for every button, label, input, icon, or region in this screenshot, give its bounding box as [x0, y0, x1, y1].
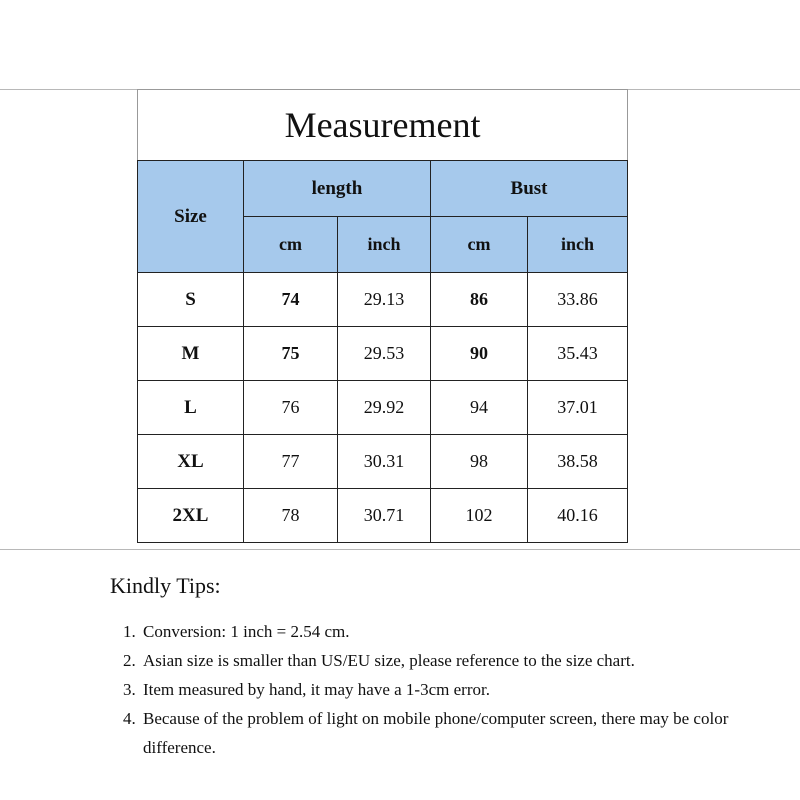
table-row [138, 381, 628, 435]
size-cell: 2XL [138, 489, 244, 543]
bust-inch-cell: 33.86 [528, 273, 628, 327]
list-item: 3. Item measured by hand, it may have a 1-3cm error. [140, 675, 790, 704]
length-cm-header: cm [244, 217, 338, 273]
table-row [138, 489, 628, 543]
list-item: 4. Because of the problem of light on mobile phone/computer screen, there may be color difference. [140, 704, 790, 762]
length-inch-cell: 29.13 [338, 273, 431, 327]
bottom-divider [0, 549, 800, 550]
size-cell: S [138, 273, 244, 327]
length-group-header: length [244, 161, 431, 217]
list-item: 1. Conversion: 1 inch = 2.54 cm. [140, 617, 790, 646]
bust-cm-cell: 94 [431, 381, 528, 435]
bust-cm-cell: 90 [431, 327, 528, 381]
bust-cm-cell: 86 [431, 273, 528, 327]
size-cell: M [138, 327, 244, 381]
bust-cm-header: cm [431, 217, 528, 273]
list-item: 2. Asian size is smaller than US/EU size, please reference to the size chart. [140, 646, 790, 675]
length-inch-header: inch [338, 217, 431, 273]
table-row [138, 327, 628, 381]
size-column-header: Size [138, 161, 244, 273]
length-cm-cell: 75 [244, 327, 338, 381]
table-title: Measurement [138, 90, 628, 161]
size-cell: XL [138, 435, 244, 489]
bust-inch-cell: 35.43 [528, 327, 628, 381]
bust-inch-cell: 38.58 [528, 435, 628, 489]
bust-cm-cell: 98 [431, 435, 528, 489]
bust-inch-cell: 40.16 [528, 489, 628, 543]
length-inch-cell: 30.31 [338, 435, 431, 489]
bust-inch-header: inch [528, 217, 628, 273]
table-row [138, 273, 628, 327]
bust-cm-cell: 102 [431, 489, 528, 543]
length-inch-cell: 30.71 [338, 489, 431, 543]
length-cm-cell: 78 [244, 489, 338, 543]
length-cm-cell: 76 [244, 381, 338, 435]
length-inch-cell: 29.53 [338, 327, 431, 381]
length-inch-cell: 29.92 [338, 381, 431, 435]
length-cm-cell: 74 [244, 273, 338, 327]
kindly-tips [110, 573, 790, 762]
length-cm-cell: 77 [244, 435, 338, 489]
tips-title: Kindly Tips: [110, 573, 221, 598]
table-row [138, 435, 628, 489]
size-chart-table [137, 89, 628, 543]
bust-group-header: Bust [431, 161, 628, 217]
size-cell: L [138, 381, 244, 435]
bust-inch-cell: 37.01 [528, 381, 628, 435]
tips-list [110, 617, 790, 762]
